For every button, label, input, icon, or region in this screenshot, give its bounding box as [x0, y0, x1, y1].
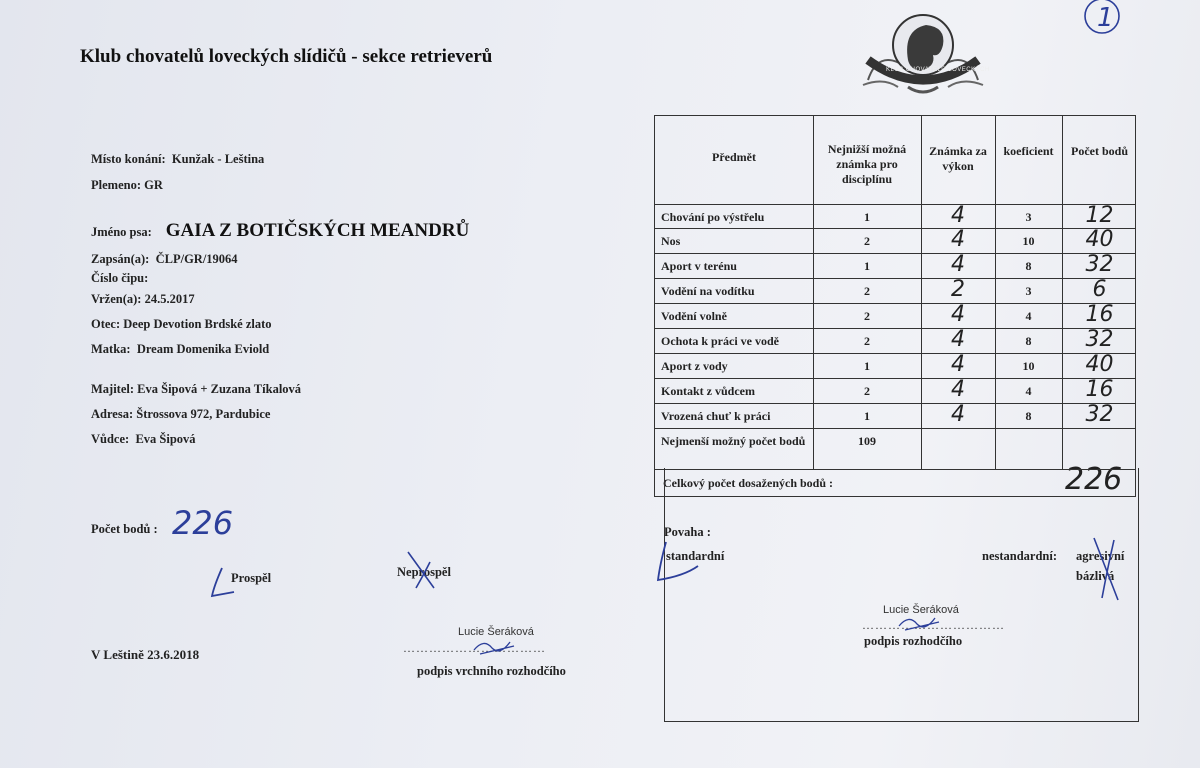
table-header-cell: Známka za výkon — [929, 144, 987, 173]
row-coefficient: 4 — [1025, 384, 1032, 398]
row-points-handwritten: 40 — [1085, 352, 1114, 377]
row-points-handwritten: 6 — [1092, 277, 1107, 302]
logo-ribbon-text: KLUB CHOVATELŮ LOVECKÝCH — [886, 67, 990, 73]
place-and-date: V Leštině 23.6.2018 — [91, 647, 200, 662]
row-min-grade: 2 — [864, 334, 870, 348]
dog-head-logo-icon — [848, 5, 998, 103]
owner-row — [91, 382, 301, 397]
row-points-handwritten: 32 — [1085, 327, 1114, 352]
dog-name-value: GAIA Z BOTIČSKÝCH MEANDRŮ — [165, 220, 470, 241]
failed-crossed-mark — [402, 548, 442, 597]
temperament-standard: standardní — [666, 549, 725, 563]
handler-row — [91, 432, 196, 447]
row-coefficient: 3 — [1025, 284, 1032, 298]
row-points-handwritten: 32 — [1085, 252, 1114, 277]
row-points-handwritten: 16 — [1085, 377, 1114, 402]
row-subject: Kontakt z vůdcem — [661, 384, 755, 398]
table-row-divider — [655, 428, 1135, 429]
registration-value: ČLP/GR/19064 — [155, 252, 238, 266]
table-header-cell: Počet bodů — [1071, 144, 1128, 158]
row-min-grade: 2 — [864, 234, 870, 248]
row-grade-handwritten: 4 — [951, 327, 965, 352]
breed-label: Plemeno: — [91, 178, 141, 192]
chip-label: Číslo čipu: — [91, 271, 149, 285]
document-page: 1 Klub chovatelů loveckých slídičů - sekce retrieverů KLUB CHOVATELŮ LOVECKÝCH Místo konání: Kunžak - Leština Plemeno: GR Jméno psa: GAIA Z BOTIČSKÝCH MEANDRŮ Zapsán(a): ČLP/GR/19064 Číslo čipu: Vržen(a): 24.5.2017 Otec: Deep Devotion Brdské zlato Matka: Dream Domenika Eviold Majitel: Eva Šipová + Zuzana Tíkalová Adresa: Štrossova 972, Pardubice Vůdce: Eva Šipová Počet bodů : 226 Prospěl Neprospěl V Leštině 23.6.2018 Lucie Šeráková …………………………… podpis vrchního rozhodčího Předmět Nejnižší možná známka pro disciplínu Známka za výkon koeficient Počet bodů Chování po výstřelu 1 4 3 12 Nos 2 4 10 40 Aport v terénu 1 4 8 32 Vodění na vodítku 2 2 3 6 Vodění volně 2 4 4 16 Ochota k práci ve vodě 2 4 8 32 Aport z vody 1 4 10 40 Kontakt z vůdcem 2 4 4 16 Vrozená chuť k práci 1 4 8 32 Nejmenší možný počet bodů 109 Celkový počet dosažených bodů : 226 Povaha : standardní nestandardní: agresivní bázlivá Lucie Šeráková …………………………… podpis rozhodčího — [0, 0, 1200, 768]
row-grade-handwritten: 4 — [951, 377, 965, 402]
row-min-grade: 1 — [864, 359, 870, 373]
row-subject: Vodění volně — [661, 309, 727, 323]
venue-row — [91, 152, 264, 167]
venue-value: Kunžak - Leština — [171, 152, 265, 166]
points-handwritten: 226 — [172, 504, 234, 542]
sire-row — [91, 317, 272, 332]
row-points-handwritten: 32 — [1085, 402, 1114, 427]
check-stroke-icon — [654, 536, 714, 586]
club-logo — [848, 5, 998, 103]
temperament-option-aggressive: agresivní — [1076, 549, 1125, 563]
chief-judge-name: Lucie Šeráková — [458, 626, 534, 638]
row-grade-handwritten: 4 — [951, 227, 965, 252]
cross-out-icon — [402, 548, 442, 592]
page-title: Klub chovatelů loveckých slídičů - sekce retrieverů — [80, 46, 493, 67]
dog-name-row — [91, 220, 469, 242]
dam-value: Dream Domenika Eviold — [136, 342, 270, 356]
judge-name: Lucie Šeráková — [883, 604, 959, 616]
passed-label: Prospěl — [231, 571, 272, 585]
address-label: Adresa: — [91, 407, 134, 421]
nonstandard-crossed-mark — [1088, 536, 1128, 611]
row-points-handwritten: 12 — [1085, 203, 1114, 228]
table-header-cell: Nejnižší možná známka pro disciplínu — [827, 142, 907, 186]
temperament-label: Povaha : — [664, 525, 711, 539]
venue-label: Místo konání: — [91, 152, 166, 166]
row-grade-handwritten: 4 — [951, 402, 965, 427]
row-min-grade: 1 — [864, 409, 870, 423]
min-total-label: Nejmenší možný počet bodů — [661, 434, 806, 448]
row-subject: Vrozená chuť k práci — [661, 409, 771, 423]
handler-label: Vůdce: — [91, 432, 130, 446]
row-points-handwritten: 16 — [1085, 302, 1114, 327]
row-coefficient: 3 — [1025, 210, 1032, 224]
row-coefficient: 10 — [1022, 359, 1035, 373]
row-coefficient: 4 — [1025, 309, 1032, 323]
row-min-grade: 2 — [864, 384, 870, 398]
row-grade-handwritten: 4 — [951, 203, 965, 228]
registration-label: Zapsán(a): — [91, 252, 150, 266]
row-subject: Vodění na vodítku — [661, 284, 755, 298]
row-coefficient: 8 — [1025, 334, 1032, 348]
judge-signature-label: podpis rozhodčího — [864, 634, 963, 648]
chief-signature-line: …………………………… — [403, 641, 546, 655]
row-grade-handwritten: 4 — [951, 352, 965, 377]
row-min-grade: 1 — [864, 259, 870, 273]
row-grade-handwritten: 2 — [951, 277, 965, 302]
breed-row — [91, 178, 163, 193]
temperament-box — [664, 468, 1139, 722]
chief-signature — [470, 636, 520, 663]
dam-row — [91, 342, 269, 357]
total-label: Celkový počet dosažených bodů : — [663, 476, 834, 490]
table-header-cell: koeficient — [1003, 144, 1054, 158]
dog-name-label: Jméno psa: — [91, 225, 152, 239]
row-grade-handwritten: 4 — [951, 302, 965, 327]
address-value: Štrossova 972, Pardubice — [136, 407, 271, 421]
failed-label: Neprospěl — [397, 565, 451, 579]
signature-scribble-icon — [470, 636, 520, 658]
dam-label: Matka: — [91, 342, 131, 356]
row-min-grade: 1 — [864, 210, 870, 224]
breed-value: GR — [144, 178, 163, 192]
registration-row — [91, 252, 238, 267]
row-min-grade: 2 — [864, 284, 870, 298]
address-row — [91, 407, 270, 422]
sire-value: Deep Devotion Brdské zlato — [123, 317, 272, 331]
row-subject: Aport v terénu — [661, 259, 737, 273]
score-table — [654, 115, 1136, 497]
row-coefficient: 8 — [1025, 409, 1032, 423]
total-handwritten: 226 — [1065, 462, 1123, 497]
birth-label: Vržen(a): — [91, 292, 142, 306]
temperament-nonstandard-label: nestandardní: — [982, 549, 1058, 563]
cross-out-icon — [1088, 536, 1128, 606]
points-label: Počet bodů : — [91, 522, 158, 536]
standard-mark — [654, 536, 714, 591]
birth-value: 24.5.2017 — [144, 292, 195, 306]
chief-signature-label: podpis vrchního rozhodčího — [417, 664, 566, 678]
row-subject: Ochota k práci ve vodě — [661, 334, 779, 348]
row-coefficient: 10 — [1022, 234, 1035, 248]
birth-row — [91, 292, 195, 307]
handler-value: Eva Šipová — [135, 432, 196, 446]
owner-label: Majitel: — [91, 382, 135, 396]
temperament-option-timid: bázlivá — [1076, 569, 1115, 583]
signature-scribble-icon — [895, 612, 945, 634]
judge-signature-line: …………………………… — [862, 618, 1005, 632]
row-min-grade: 2 — [864, 309, 870, 323]
row-grade-handwritten: 4 — [951, 252, 965, 277]
owner-value: Eva Šipová + Zuzana Tíkalová — [137, 382, 302, 396]
sire-label: Otec: — [91, 317, 121, 331]
row-subject: Nos — [661, 234, 681, 248]
row-points-handwritten: 40 — [1085, 227, 1114, 252]
min-total-value: 109 — [858, 434, 876, 448]
row-subject: Chování po výstřelu — [661, 210, 765, 224]
row-coefficient: 8 — [1025, 259, 1032, 273]
table-header-cell: Předmět — [712, 150, 756, 164]
row-subject: Aport z vody — [661, 359, 728, 373]
